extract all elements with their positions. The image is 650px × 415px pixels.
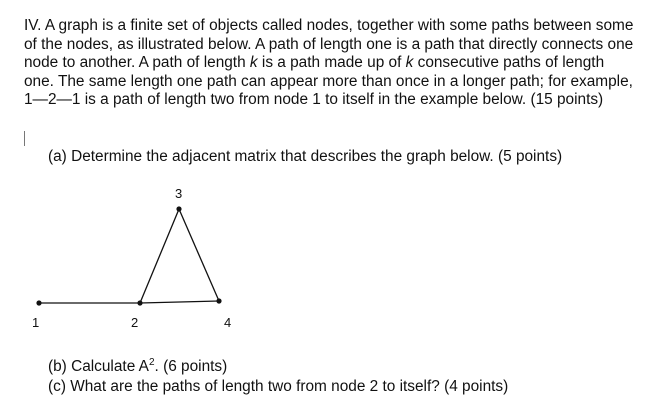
graph-edge-2-3 <box>140 209 179 303</box>
question-b-points: . (6 points) <box>154 358 228 375</box>
graph-node-1 <box>36 300 41 305</box>
graph-node-2 <box>137 300 142 305</box>
question-c: (c) What are the paths of length two from node 2 to itself? (4 points) <box>48 378 509 395</box>
intro-variable-k-2: k <box>405 54 414 72</box>
node-label-2: 2 <box>131 315 139 330</box>
intro-text-3: consecutive paths of length one. The same length one path can appear more than once in a longer path; for example, 1—2—1 is a path of length two from node 1 to itself in the example below. (15 points) <box>24 54 633 109</box>
graph-node-3 <box>176 206 181 211</box>
question-b-text: (b) Calculate A <box>48 358 149 375</box>
intro-text-1: IV. A graph is a finite set of objects called nodes, together with some paths between some of the nodes, as illustrated below. A path of length one is a path that directly connects one node to another. A path of length <box>24 17 634 72</box>
node-label-4: 4 <box>224 315 232 330</box>
question-a: (a) Determine the adjacent matrix that describes the graph below. (5 points) <box>48 148 563 165</box>
intro-text-2: is a path made up of <box>257 54 406 72</box>
node-label-1: 1 <box>32 315 40 330</box>
question-b-exponent: 2 <box>148 356 155 368</box>
question-b <box>48 358 227 376</box>
node-label-3: 3 <box>175 186 183 201</box>
graph-node-4 <box>216 298 221 303</box>
graph-edge-3-4 <box>179 209 219 301</box>
graph-edge-2-4 <box>140 301 219 303</box>
intro-variable-k-1: k <box>249 54 258 72</box>
